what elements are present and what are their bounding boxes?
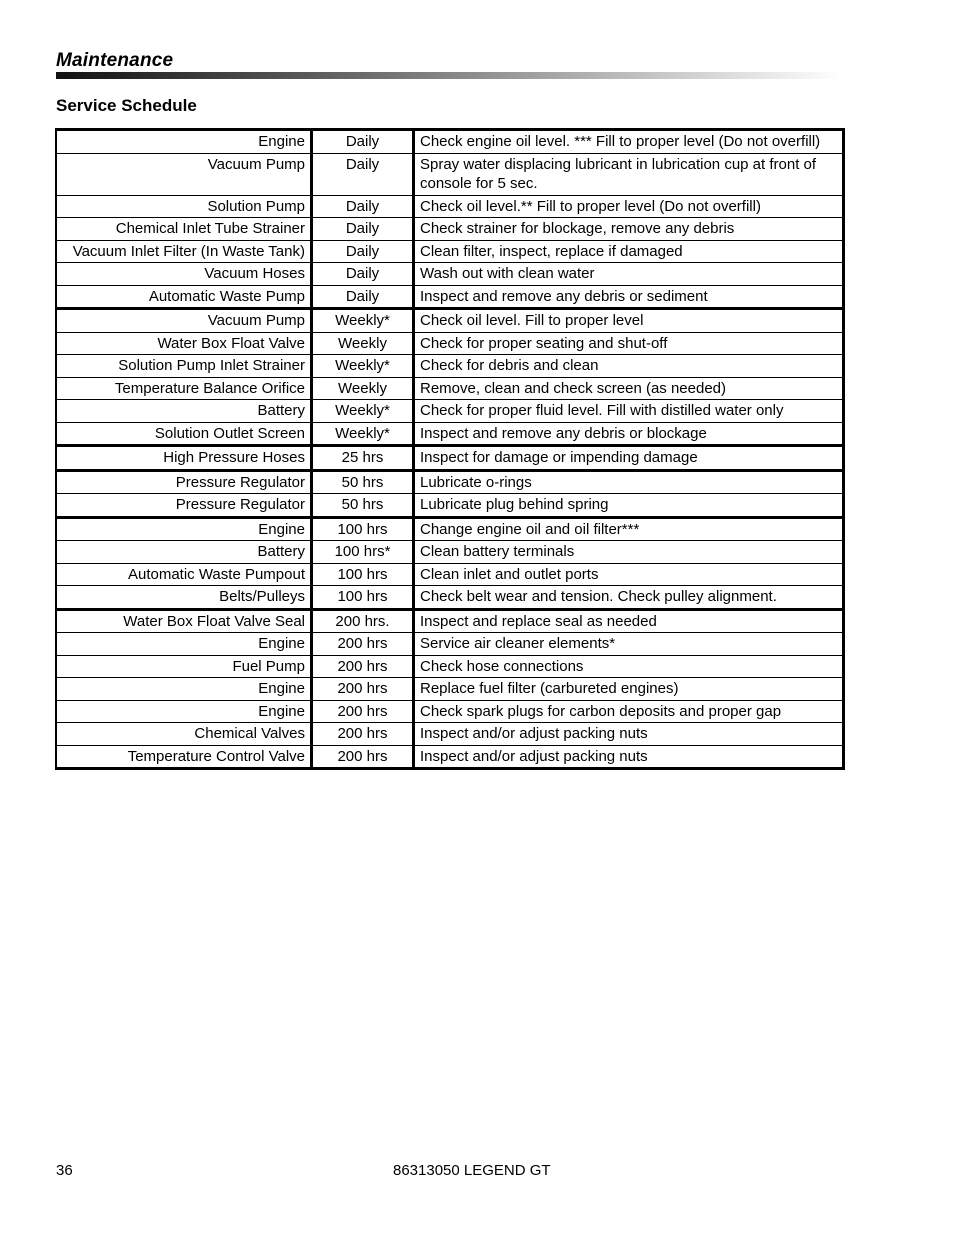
interval-cell: Weekly* [312,309,414,333]
task-cell: Inspect for damage or impending damage [414,446,844,471]
component-cell: Vacuum Inlet Filter (In Waste Tank) [56,240,312,263]
task-cell: Check for proper fluid level. Fill with distilled water only [414,400,844,423]
component-cell: Pressure Regulator [56,494,312,518]
interval-cell: Daily [312,263,414,286]
interval-cell: 50 hrs [312,470,414,494]
table-row [56,422,844,446]
interval-cell: Daily [312,130,414,154]
task-cell: Inspect and replace seal as needed [414,609,844,633]
table-row [56,400,844,423]
task-cell: Check strainer for blockage, remove any debris [414,218,844,241]
interval-cell: Weekly* [312,400,414,423]
table-row [56,240,844,263]
task-cell: Check oil level.** Fill to proper level (Do not overfill) [414,195,844,218]
component-cell: Solution Pump Inlet Strainer [56,355,312,378]
table-row [56,130,844,154]
task-cell: Check engine oil level. *** Fill to proper level (Do not overfill) [414,130,844,154]
table-row [56,745,844,769]
interval-cell: Daily [312,218,414,241]
table-row [56,586,844,610]
table-row [56,541,844,564]
schedule-title: Service Schedule [56,96,197,115]
component-cell: Water Box Float Valve Seal [56,609,312,633]
section-header-title: Maintenance [56,50,174,71]
component-cell: Vacuum Pump [56,309,312,333]
component-cell: Engine [56,517,312,541]
interval-cell: Weekly [312,332,414,355]
interval-cell: 200 hrs [312,655,414,678]
table-row [56,195,844,218]
component-cell: Automatic Waste Pump [56,285,312,309]
component-cell: Engine [56,700,312,723]
interval-cell: 25 hrs [312,446,414,471]
component-cell: Belts/Pulleys [56,586,312,610]
footer-page-number: 36 [56,1162,73,1179]
task-cell: Check for debris and clean [414,355,844,378]
task-cell: Replace fuel filter (carbureted engines) [414,678,844,701]
task-cell: Clean filter, inspect, replace if damaged [414,240,844,263]
interval-cell: Daily [312,240,414,263]
interval-cell: Weekly* [312,355,414,378]
task-cell: Check oil level. Fill to proper level [414,309,844,333]
task-cell: Lubricate o-rings [414,470,844,494]
interval-cell: 200 hrs [312,723,414,746]
table-row [56,723,844,746]
task-cell: Clean inlet and outlet ports [414,563,844,586]
table-row [56,285,844,309]
task-cell: Spray water displacing lubricant in lubrication cup at front of console for 5 sec. [414,153,844,195]
component-cell: Solution Outlet Screen [56,422,312,446]
task-cell: Inspect and remove any debris or blockage [414,422,844,446]
task-cell: Wash out with clean water [414,263,844,286]
interval-cell: 200 hrs. [312,609,414,633]
task-cell: Check belt wear and tension. Check pulley alignment. [414,586,844,610]
task-cell: Lubricate plug behind spring [414,494,844,518]
table-row [56,263,844,286]
table-row [56,355,844,378]
table-row [56,609,844,633]
component-cell: Pressure Regulator [56,470,312,494]
interval-cell: 200 hrs [312,700,414,723]
interval-cell: Daily [312,153,414,195]
component-cell: Vacuum Hoses [56,263,312,286]
interval-cell: 200 hrs [312,678,414,701]
table-row [56,494,844,518]
section-header-rule [56,72,842,79]
component-cell: High Pressure Hoses [56,446,312,471]
table-row [56,700,844,723]
task-cell: Inspect and/or adjust packing nuts [414,745,844,769]
component-cell: Engine [56,130,312,154]
interval-cell: Daily [312,285,414,309]
table-row [56,655,844,678]
task-cell: Inspect and remove any debris or sediment [414,285,844,309]
table-row [56,470,844,494]
component-cell: Fuel Pump [56,655,312,678]
component-cell: Temperature Control Valve [56,745,312,769]
footer-document-id: 86313050 LEGEND GT [393,1162,551,1179]
interval-cell: Weekly [312,377,414,400]
interval-cell: 100 hrs* [312,541,414,564]
table-row [56,446,844,471]
interval-cell: 50 hrs [312,494,414,518]
component-cell: Battery [56,541,312,564]
table-row [56,633,844,656]
table-row [56,377,844,400]
task-cell: Remove, clean and check screen (as needed) [414,377,844,400]
component-cell: Water Box Float Valve [56,332,312,355]
component-cell: Chemical Valves [56,723,312,746]
task-cell: Check hose connections [414,655,844,678]
component-cell: Solution Pump [56,195,312,218]
task-cell: Clean battery terminals [414,541,844,564]
table-row [56,153,844,195]
task-cell: Inspect and/or adjust packing nuts [414,723,844,746]
component-cell: Chemical Inlet Tube Strainer [56,218,312,241]
table-row [56,218,844,241]
task-cell: Service air cleaner elements* [414,633,844,656]
task-cell: Check spark plugs for carbon deposits and proper gap [414,700,844,723]
task-cell: Change engine oil and oil filter*** [414,517,844,541]
interval-cell: 200 hrs [312,633,414,656]
component-cell: Battery [56,400,312,423]
service-schedule-table-container [55,128,845,770]
component-cell: Vacuum Pump [56,153,312,195]
interval-cell: 100 hrs [312,563,414,586]
interval-cell: 100 hrs [312,586,414,610]
service-schedule-body [56,130,844,769]
table-row [56,332,844,355]
table-row [56,563,844,586]
interval-cell: 100 hrs [312,517,414,541]
service-schedule-table [55,128,845,770]
interval-cell: 200 hrs [312,745,414,769]
component-cell: Engine [56,633,312,656]
interval-cell: Daily [312,195,414,218]
component-cell: Engine [56,678,312,701]
table-row [56,517,844,541]
component-cell: Automatic Waste Pumpout [56,563,312,586]
component-cell: Temperature Balance Orifice [56,377,312,400]
interval-cell: Weekly* [312,422,414,446]
table-row [56,678,844,701]
task-cell: Check for proper seating and shut-off [414,332,844,355]
table-row [56,309,844,333]
